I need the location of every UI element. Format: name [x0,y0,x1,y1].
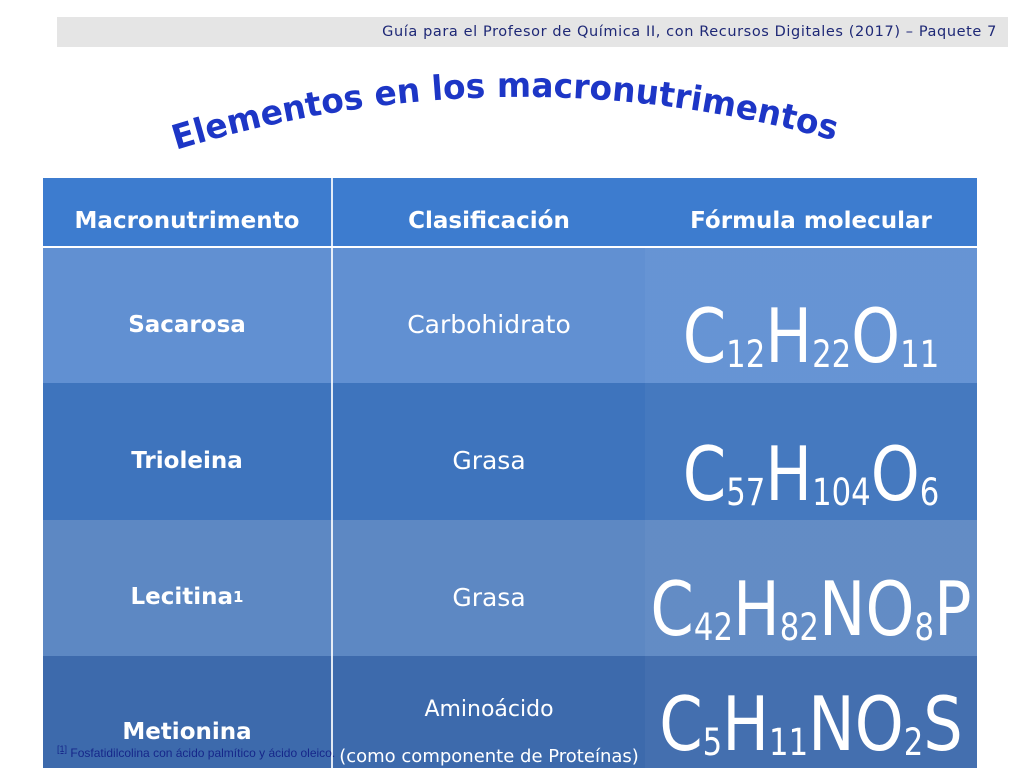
element-symbol: O [854,680,904,768]
classification-cell [333,656,645,768]
macronutrient-name: Metionina [122,719,252,745]
element-symbol: O [870,430,920,518]
element-symbol: C [682,430,727,518]
table-row [43,520,977,656]
element-symbol: C [650,565,694,653]
element-symbol: N [818,565,866,653]
title-arc [0,0,1024,175]
header-bar-text: Guía para el Profesor de Química II, con Recursos Digitales (2017) – Paquete 7 [382,24,997,40]
macronutrient-name: Trioleina [131,447,243,474]
formula-cell [645,656,977,768]
molecular-formula [640,292,982,380]
page-title-text: Elementos en los macronutrimentos [167,65,844,159]
subscript-count: 6 [919,471,940,514]
footnote-link[interactable]: [1] [57,744,68,754]
footnote-text: Fosfatidilcolina con ácido palmítico y ácido oleico. [70,746,336,760]
element-symbol: O [865,565,915,653]
classification: Carbohidrato [407,310,571,339]
subscript-count: 5 [702,721,723,764]
table-row [43,383,977,520]
subscript-count: 12 [726,333,766,376]
page-title [167,66,843,159]
subscript-count: 82 [779,606,819,649]
formula-cell [645,383,977,520]
subscript-count: 104 [812,471,871,514]
element-symbol: H [732,565,780,653]
classification: Grasa [452,446,526,475]
column-divider [331,178,333,768]
subscript-count: 42 [693,606,733,649]
macronutrient-name-cell [43,520,331,656]
molecular-formula [640,680,982,768]
column-header-macronutrimento: Macronutrimento [74,208,300,234]
element-symbol: C [659,680,703,768]
macronutrient-name: Lecitina [130,584,234,610]
element-symbol: H [765,430,813,518]
element-symbol: P [934,565,972,653]
subscript-count: 8 [914,606,935,649]
classification: Grasa [452,582,526,612]
formula-cell [645,248,977,383]
element-symbol: S [923,680,963,768]
classification: Aminoácido [424,697,554,722]
molecular-formula [640,430,982,518]
subscript-count: 57 [726,471,766,514]
subscript-count: 2 [903,721,924,764]
element-symbol: N [808,680,855,768]
macronutrient-name: Sacarosa [128,311,246,338]
element-symbol: H [722,680,770,768]
column-header-clasificacion: Clasificación [408,208,570,234]
subscript-count: 11 [769,721,809,764]
table-row [43,248,977,383]
column-header-formula: Fórmula molecular [690,208,932,234]
classification-detail: (como componente de Proteínas) [339,746,639,767]
element-symbol: C [682,292,727,380]
formula-cell [645,520,977,656]
footnote-reference: 1 [233,588,244,606]
element-symbol: H [765,292,813,380]
molecular-formula [640,565,982,653]
footnote [57,741,336,760]
subscript-count: 11 [900,333,940,376]
element-symbol: O [851,292,901,380]
subscript-count: 22 [812,333,852,376]
table-header-row [43,178,977,246]
macronutrients-table [43,178,977,768]
